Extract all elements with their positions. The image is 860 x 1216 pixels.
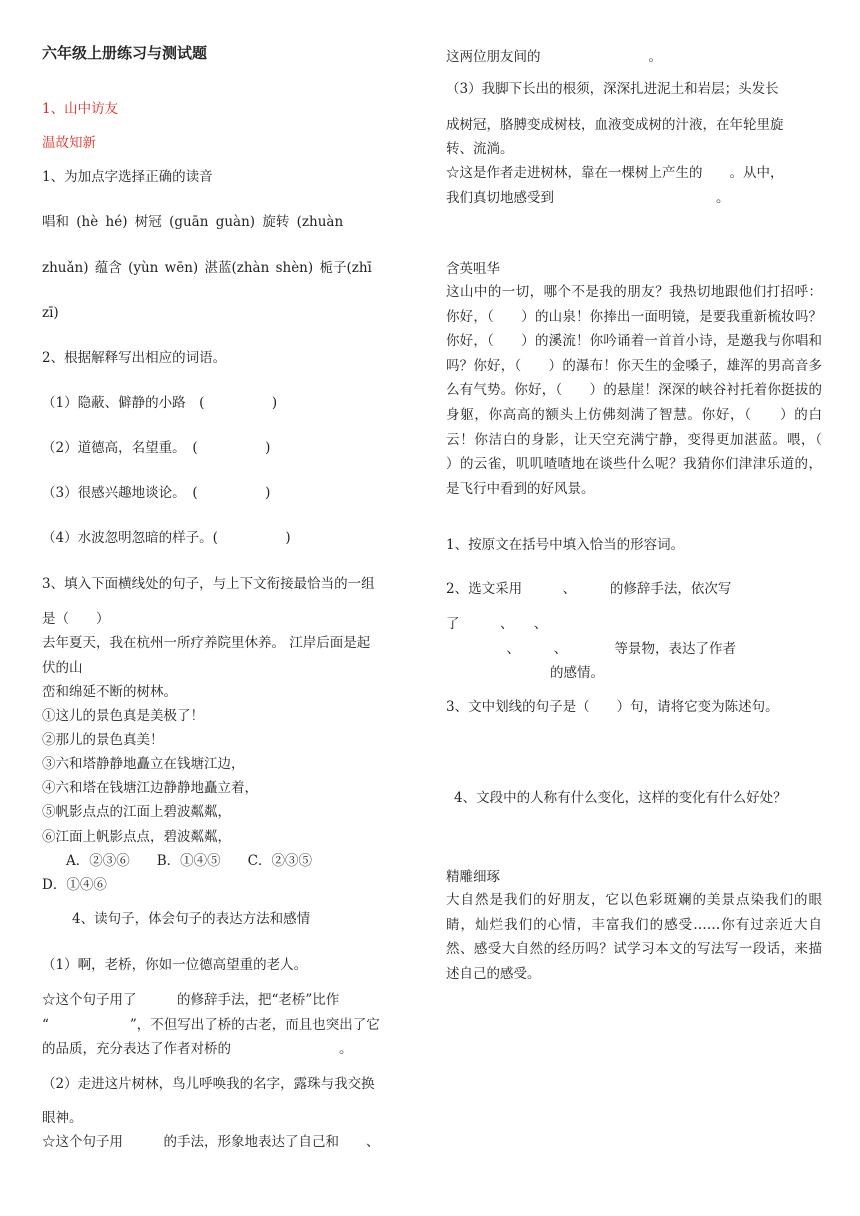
question-3-context: 去年夏天，我在杭州一所疗养院里休养。 江岸后面是起: [42, 635, 371, 651]
question-2: 2、根据解释写出相应的词语。: [42, 350, 227, 366]
question-3-line-2: 是（ ）: [42, 611, 110, 627]
question-4-sentence-1: （1）啊，老桥，你如一位德高望重的老人。: [42, 957, 308, 973]
question-3-option: ③六和塔静静地矗立在钱塘江边，: [42, 756, 245, 772]
passage-question-2-cont: 的感情。: [496, 665, 604, 681]
sentence-3-cont: 成树冠，胳膊变成树枝，血液变成树的汁液，在年轮里旋: [446, 117, 784, 133]
question-2-item: （3）很感兴趣地谈论。 ( ): [42, 485, 271, 501]
sentence-3-blank: 我们真切地感受到 。: [446, 190, 730, 206]
question-4-blank-line: ☆这个句子用了 的修辞手法，把“老桥”比作: [42, 992, 340, 1008]
question-3-line-1: 3、填入下面横线处的句子，与上下文衔接最恰当的一组: [42, 576, 375, 592]
question-3-option: ②那儿的景色真美！: [42, 732, 164, 748]
question-2-item: （1）隐蔽、僻静的小路 ( ): [42, 395, 278, 411]
question-4-blank-line: 的品质，充分表达了作者对桥的 。: [42, 1041, 353, 1057]
lesson-title: 1、山中访友: [42, 101, 119, 117]
sentence-3-blank: ☆这是作者走进树林，靠在一棵树上产生的 。从中，: [446, 165, 784, 181]
passage-question-2-cont: 了 、 、: [446, 616, 548, 632]
pinyin-line-1: 唱和 (hè hé) 树冠 (guān guàn) 旋转 (zhuàn: [42, 214, 344, 230]
question-4-blank-line: “ ”，不但写出了桥的古老，而且也突出了它: [42, 1017, 380, 1033]
question-4-sentence-2-end: 眼神。: [42, 1110, 83, 1126]
pinyin-line-3: zī): [42, 305, 59, 321]
section-heading-passage: 含英咀华: [446, 261, 500, 277]
passage-question-2-cont: 、 、 等景物，表达了作者: [466, 641, 736, 657]
reading-passage: 这山中的一切，哪个不是我的朋友？我热切地跟他们打招呼：你好，（ ）的山泉！你捧出一面明镜，是要我重新梳妆吗？你好，（ ）的溪流！你吟诵着一首首小诗，是邀我与你唱和吗？你好，（ ）的瀑布！你天生的金嗓子，雄浑的男高音多么有气势。你好，（ ）的悬崖！深深的峡谷衬托着你挺拔的身躯，你高高的额头上仿佛刻满了智慧。你好，（ ）的白云！你洁白的身影，让天空充满宁静，变得更加湛蓝。喂，（ ）的云雀，叽叽喳喳地在谈些什么呢？我猜你们津津乐道的，是飞行中看到的好风景。: [446, 284, 849, 497]
question-3-context: 峦和绵延不断的树林。: [42, 684, 177, 700]
question-1: 1、为加点字选择正确的读音: [42, 169, 213, 185]
passage-question-1: 1、按原文在括号中填入恰当的形容词。: [446, 537, 685, 553]
continued-line: 这两位朋友间的 。: [446, 49, 662, 65]
sentence-3-cont: 转、流淌。: [446, 141, 514, 157]
question-3-option: ④六和塔在钱塘江边静静地矗立着，: [42, 780, 258, 796]
question-2-item: （2）道德高，名望重。 ( ): [42, 440, 271, 456]
section-heading-writing: 精雕细琢: [446, 869, 500, 885]
writing-prompt: 大自然是我们的好朋友，它以色彩斑斓的美景点染我们的眼睛，灿烂我们的心情，丰富我们的感受……你有过亲近大自然、感受大自然的经历吗？试学习本文的写法写一段话，来描述自己的感受。: [446, 892, 822, 982]
sentence-3: （3）我脚下长出的根须，深深扎进泥土和岩层；头发长: [446, 81, 779, 97]
passage-question-3: 3、文中划线的句子是（ ）句，请将它变为陈述句。: [446, 699, 779, 715]
question-4-sentence-2: （2）走进这片树林，鸟儿呼唤我的名字，露珠与我交换: [42, 1076, 375, 1092]
question-3-option: ⑥江面上帆影点点，碧波粼粼，: [42, 829, 231, 845]
passage-question-4: 4、文段中的人称有什么变化，这样的变化有什么好处？: [454, 790, 787, 806]
question-3-context: 伏的山: [42, 660, 83, 676]
question-4: 4、读句子，体会句子的表达方法和感情: [72, 911, 311, 927]
question-2-item: （4）水波忽明忽暗的样子。( ): [42, 530, 291, 546]
section-heading-review: 温故知新: [42, 135, 96, 151]
question-3-option: ①这儿的景色真是美极了！: [42, 708, 204, 724]
question-4-blank-line: ☆这个句子用 的手法，形象地表达了自己和 、: [42, 1134, 380, 1150]
page-title: 六年级上册练习与测试题: [42, 44, 208, 62]
question-3-choices: A．②③⑥ B．①④⑤ C．②③⑤: [66, 853, 312, 869]
pinyin-line-2: zhuǎn) 蕴含 (yùn wēn) 湛蓝(zhàn shèn) 栀子(zhī: [42, 260, 372, 276]
passage-question-2: 2、选文采用 、 的修辞手法，依次写: [446, 581, 732, 597]
question-3-choice-d: D．①④⑥: [42, 877, 107, 893]
question-3-option: ⑤帆影点点的江面上碧波粼粼，: [42, 804, 231, 820]
